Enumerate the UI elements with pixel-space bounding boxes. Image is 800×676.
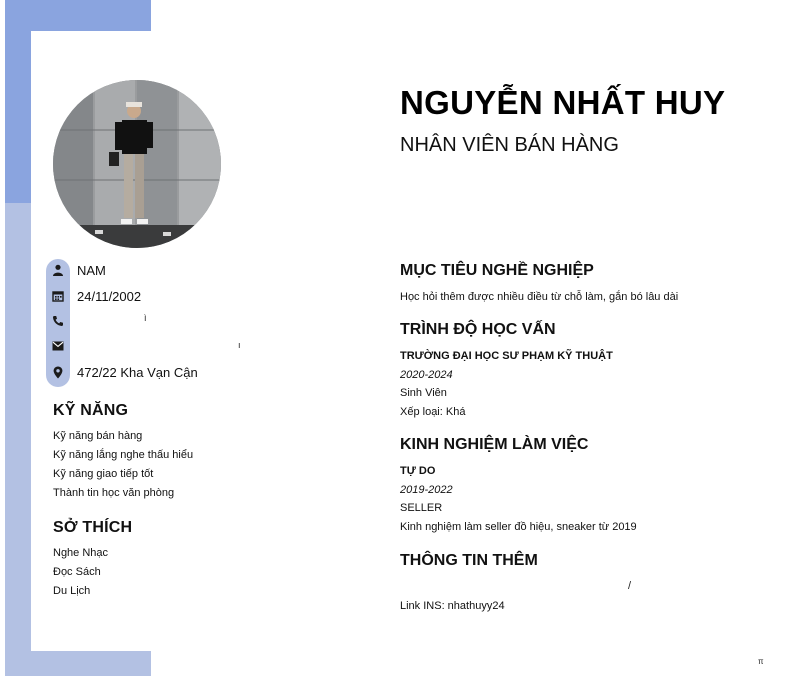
hobbies-list (53, 544, 108, 601)
education-grade: Xếp loại: Khá (400, 406, 466, 418)
experience-position: SELLER (400, 502, 443, 514)
address-text: 472/22 Kha Vạn Cận (77, 364, 198, 380)
extra-heading: THÔNG TIN THÊM (400, 552, 538, 569)
skill-item: Kỹ năng lắng nghe thấu hiểu (53, 449, 194, 461)
extra-slash: / (628, 580, 632, 592)
education-heading: TRÌNH ĐỘ HỌC VẤN (400, 321, 556, 338)
skills-heading: KỸ NĂNG (53, 402, 129, 419)
gender-text: NAM (77, 262, 106, 278)
skills-list (53, 427, 193, 503)
page-mark: π (758, 657, 764, 666)
experience-description: Kinh nghiệm làm seller đồ hiệu, sneaker từ 2019 (400, 521, 637, 533)
contact-address (46, 362, 306, 382)
education-status: Sinh Viên (400, 387, 447, 399)
calendar-icon (46, 286, 70, 306)
education-school: TRƯỜNG ĐẠI HỌC SƯ PHẠM KỸ THUẬT (400, 350, 613, 362)
phone-icon (46, 311, 70, 331)
hobbies-heading: SỞ THÍCH (53, 519, 133, 536)
education-period: 2020-2024 (400, 369, 453, 381)
job-title: NHÂN VIÊN BÁN HÀNG (400, 134, 619, 156)
objective-heading: MỤC TIÊU NGHỀ NGHIỆP (400, 262, 594, 279)
candidate-name: NGUYỄN NHẤT HUY (400, 84, 726, 121)
contact-email (46, 336, 306, 356)
skill-item: Kỹ năng giao tiếp tốt (53, 468, 154, 480)
skill-item: Kỹ năng bán hàng (53, 430, 143, 442)
contact-birthday (46, 286, 306, 306)
experience-company: TỰ DO (400, 465, 436, 477)
experience-heading: KINH NGHIỆM LÀM VIỆC (400, 436, 589, 453)
instagram-link[interactable]: Link INS: nhathuyy24 (400, 600, 505, 612)
hobby-item: Đọc Sách (53, 566, 101, 578)
skill-item: Thành tin học văn phòng (53, 487, 175, 499)
hobby-item: Du Lịch (53, 585, 91, 597)
hobby-item: Nghe Nhạc (53, 547, 109, 559)
contact-gender (46, 260, 306, 280)
phone-fragment: ì (144, 313, 147, 323)
objective-text: Học hỏi thêm được nhiều điều từ chỗ làm, gắn bó lâu dài (400, 291, 679, 303)
email-fragment: ı (238, 340, 241, 350)
experience-period: 2019-2022 (400, 484, 453, 496)
person-icon (46, 260, 70, 280)
mail-icon (46, 336, 70, 356)
contact-phone (46, 311, 306, 331)
profile-photo (53, 80, 221, 248)
location-icon (46, 362, 70, 382)
birthday-text: 24/11/2002 (77, 288, 142, 304)
